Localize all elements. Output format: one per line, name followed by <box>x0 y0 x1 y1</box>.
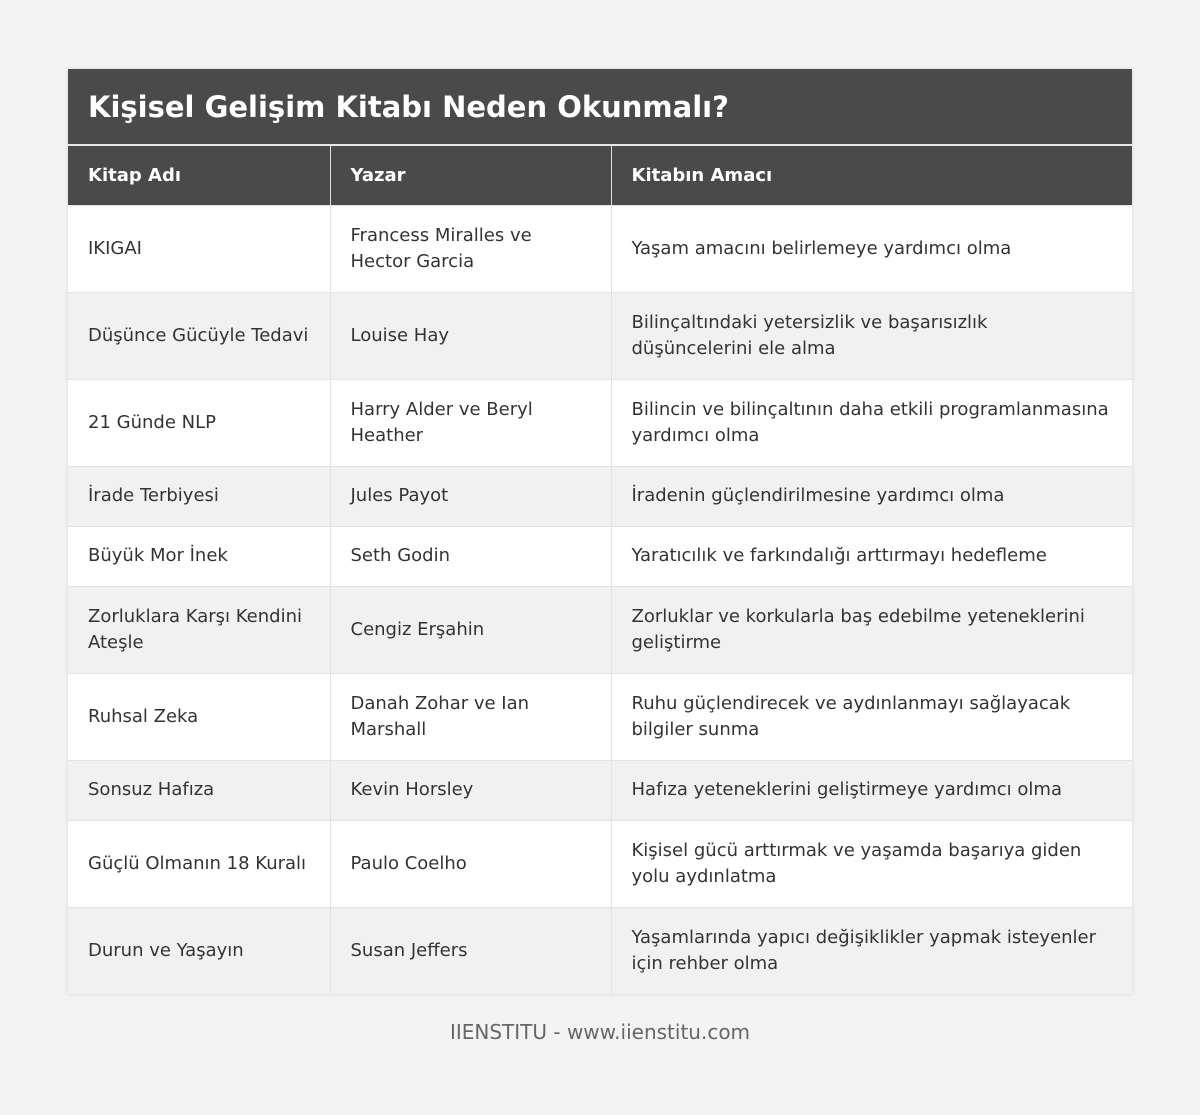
book-name-cell: Durun ve Yaşayın <box>68 907 330 994</box>
purpose-cell: Bilinçaltındaki yetersizlik ve başarısızlık düşüncelerini ele alma <box>611 292 1132 379</box>
table-row <box>68 586 1132 673</box>
book-name-cell: Ruhsal Zeka <box>68 673 330 760</box>
book-name-cell: İrade Terbiyesi <box>68 466 330 526</box>
author-cell: Seth Godin <box>330 526 611 586</box>
author-cell: Jules Payot <box>330 466 611 526</box>
book-name-cell: Zorluklara Karşı Kendini Ateşle <box>68 586 330 673</box>
table-row <box>68 820 1132 907</box>
table-row <box>68 673 1132 760</box>
author-cell: Cengiz Erşahin <box>330 586 611 673</box>
table-row <box>68 526 1132 586</box>
book-name-cell: Güçlü Olmanın 18 Kuralı <box>68 820 330 907</box>
author-cell: Danah Zohar ve Ian Marshall <box>330 673 611 760</box>
table-row <box>68 907 1132 994</box>
table-row <box>68 466 1132 526</box>
book-name-cell: IKIGAI <box>68 205 330 292</box>
author-cell: Louise Hay <box>330 292 611 379</box>
book-name-cell: Sonsuz Hafıza <box>68 760 330 820</box>
book-name-cell: Düşünce Gücüyle Tedavi <box>68 292 330 379</box>
author-cell: Susan Jeffers <box>330 907 611 994</box>
page-title: Kişisel Gelişim Kitabı Neden Okunmalı? <box>88 89 729 124</box>
purpose-cell: Yaşamlarında yapıcı değişiklikler yapmak isteyenler için rehber olma <box>611 907 1132 994</box>
book-name-cell: Büyük Mor İnek <box>68 526 330 586</box>
purpose-cell: Kişisel gücü arttırmak ve yaşamda başarıya giden yolu aydınlatma <box>611 820 1132 907</box>
book-name-cell: 21 Günde NLP <box>68 379 330 466</box>
purpose-cell: Yaşam amacını belirlemeye yardımcı olma <box>611 205 1132 292</box>
purpose-cell: Bilincin ve bilinçaltının daha etkili programlanmasına yardımcı olma <box>611 379 1132 466</box>
title-bar <box>68 69 1132 144</box>
purpose-cell: Yaratıcılık ve farkındalığı arttırmayı hedefleme <box>611 526 1132 586</box>
author-cell: Francess Miralles ve Hector Garcia <box>330 205 611 292</box>
column-header-book-name: Kitap Adı <box>68 145 330 205</box>
table-row <box>68 379 1132 466</box>
table-header-row <box>68 145 1132 205</box>
author-cell: Harry Alder ve Beryl Heather <box>330 379 611 466</box>
purpose-cell: İradenin güçlendirilmesine yardımcı olma <box>611 466 1132 526</box>
purpose-cell: Zorluklar ve korkularla baş edebilme yeteneklerini geliştirme <box>611 586 1132 673</box>
author-cell: Kevin Horsley <box>330 760 611 820</box>
column-header-purpose: Kitabın Amacı <box>611 145 1132 205</box>
table-row <box>68 205 1132 292</box>
author-cell: Paulo Coelho <box>330 820 611 907</box>
table-row <box>68 292 1132 379</box>
column-header-author: Yazar <box>330 145 611 205</box>
books-table <box>68 144 1132 994</box>
purpose-cell: Hafıza yeteneklerini geliştirmeye yardımcı olma <box>611 760 1132 820</box>
purpose-cell: Ruhu güçlendirecek ve aydınlanmayı sağlayacak bilgiler sunma <box>611 673 1132 760</box>
table-row <box>68 760 1132 820</box>
footer-credit: IIENSTITU - www.iienstitu.com <box>449 1020 751 1044</box>
books-table-card <box>68 69 1132 994</box>
